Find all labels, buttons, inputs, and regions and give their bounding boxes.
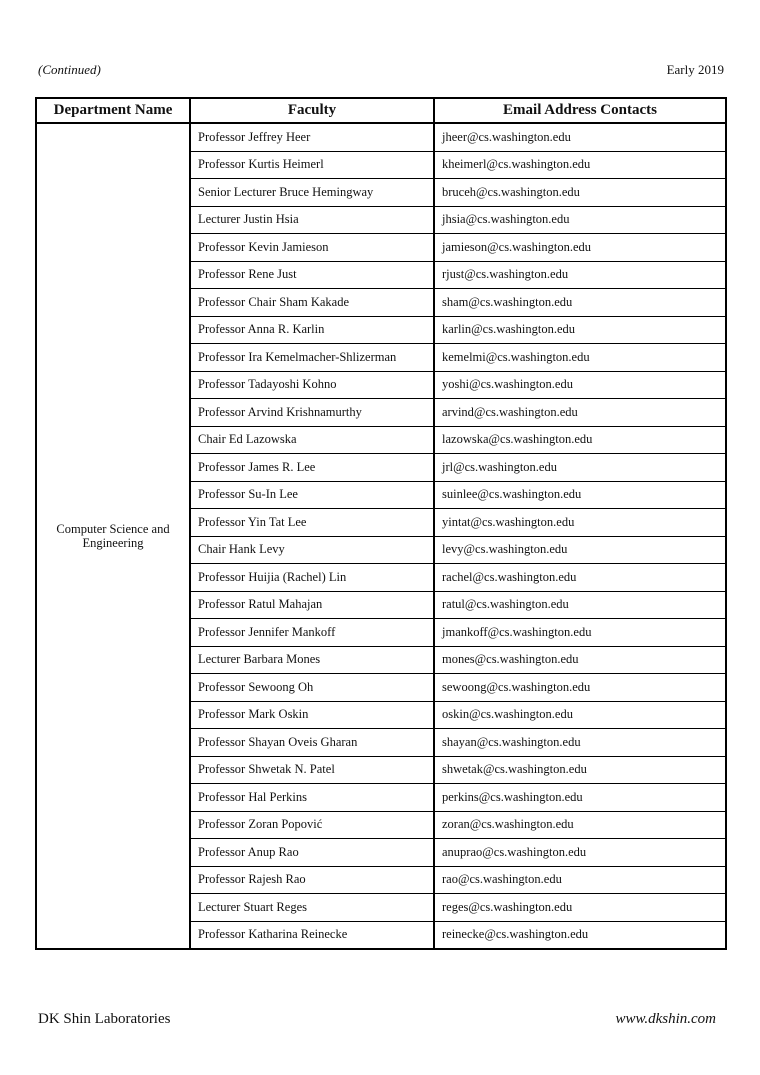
faculty-name-cell: Professor Katharina Reinecke (190, 921, 434, 949)
column-header-email: Email Address Contacts (434, 98, 726, 123)
email-address-cell: shayan@cs.washington.edu (434, 729, 726, 757)
faculty-name-cell: Professor Tadayoshi Kohno (190, 371, 434, 399)
email-address-cell: jheer@cs.washington.edu (434, 123, 726, 151)
faculty-name-cell: Professor Shwetak N. Patel (190, 756, 434, 784)
email-address-cell: ratul@cs.washington.edu (434, 591, 726, 619)
faculty-name-cell: Senior Lecturer Bruce Hemingway (190, 179, 434, 207)
table-row (36, 123, 726, 151)
email-address-cell: suinlee@cs.washington.edu (434, 481, 726, 509)
footer-company: DK Shin Laboratories (38, 1011, 171, 1027)
faculty-name-cell: Professor Anna R. Karlin (190, 316, 434, 344)
email-address-cell: rjust@cs.washington.edu (434, 261, 726, 289)
email-address-cell: kheimerl@cs.washington.edu (434, 151, 726, 179)
email-address-cell: reges@cs.washington.edu (434, 894, 726, 922)
faculty-name-cell: Professor Kurtis Heimerl (190, 151, 434, 179)
email-address-cell: karlin@cs.washington.edu (434, 316, 726, 344)
faculty-name-cell: Professor Jeffrey Heer (190, 123, 434, 151)
department-name-cell: Computer Science and Engineering (36, 123, 190, 949)
email-address-cell: lazowska@cs.washington.edu (434, 426, 726, 454)
table-body (36, 123, 726, 949)
email-address-cell: yoshi@cs.washington.edu (434, 371, 726, 399)
faculty-name-cell: Lecturer Barbara Mones (190, 646, 434, 674)
email-address-cell: yintat@cs.washington.edu (434, 509, 726, 537)
faculty-name-cell: Professor James R. Lee (190, 454, 434, 482)
email-address-cell: jhsia@cs.washington.edu (434, 206, 726, 234)
email-address-cell: rachel@cs.washington.edu (434, 564, 726, 592)
faculty-name-cell: Professor Zoran Popović (190, 811, 434, 839)
faculty-name-cell: Chair Hank Levy (190, 536, 434, 564)
faculty-name-cell: Professor Rajesh Rao (190, 866, 434, 894)
email-address-cell: arvind@cs.washington.edu (434, 399, 726, 427)
faculty-name-cell: Professor Arvind Krishnamurthy (190, 399, 434, 427)
email-address-cell: oskin@cs.washington.edu (434, 701, 726, 729)
email-address-cell: levy@cs.washington.edu (434, 536, 726, 564)
email-address-cell: shwetak@cs.washington.edu (434, 756, 726, 784)
faculty-name-cell: Professor Mark Oskin (190, 701, 434, 729)
faculty-name-cell: Professor Hal Perkins (190, 784, 434, 812)
faculty-name-cell: Professor Shayan Oveis Gharan (190, 729, 434, 757)
date-label: Early 2019 (666, 62, 724, 77)
email-address-cell: mones@cs.washington.edu (434, 646, 726, 674)
footer-website: www.dkshin.com (615, 1011, 716, 1027)
email-address-cell: perkins@cs.washington.edu (434, 784, 726, 812)
faculty-name-cell: Professor Chair Sham Kakade (190, 289, 434, 317)
email-address-cell: jamieson@cs.washington.edu (434, 234, 726, 262)
faculty-name-cell: Chair Ed Lazowska (190, 426, 434, 454)
faculty-name-cell: Professor Ira Kemelmacher-Shlizerman (190, 344, 434, 372)
email-address-cell: sham@cs.washington.edu (434, 289, 726, 317)
faculty-contacts-table (35, 97, 727, 950)
column-header-department: Department Name (36, 98, 190, 123)
faculty-name-cell: Professor Sewoong Oh (190, 674, 434, 702)
faculty-name-cell: Professor Huijia (Rachel) Lin (190, 564, 434, 592)
email-address-cell: kemelmi@cs.washington.edu (434, 344, 726, 372)
table-header-row (36, 98, 726, 123)
faculty-name-cell: Professor Kevin Jamieson (190, 234, 434, 262)
email-address-cell: jmankoff@cs.washington.edu (434, 619, 726, 647)
email-address-cell: anuprao@cs.washington.edu (434, 839, 726, 867)
email-address-cell: reinecke@cs.washington.edu (434, 921, 726, 949)
email-address-cell: rao@cs.washington.edu (434, 866, 726, 894)
column-header-faculty: Faculty (190, 98, 434, 123)
faculty-name-cell: Professor Rene Just (190, 261, 434, 289)
email-address-cell: bruceh@cs.washington.edu (434, 179, 726, 207)
faculty-name-cell: Professor Yin Tat Lee (190, 509, 434, 537)
faculty-name-cell: Professor Su-In Lee (190, 481, 434, 509)
faculty-name-cell: Lecturer Stuart Reges (190, 894, 434, 922)
faculty-name-cell: Professor Ratul Mahajan (190, 591, 434, 619)
email-address-cell: zoran@cs.washington.edu (434, 811, 726, 839)
faculty-name-cell: Professor Jennifer Mankoff (190, 619, 434, 647)
email-address-cell: sewoong@cs.washington.edu (434, 674, 726, 702)
faculty-name-cell: Lecturer Justin Hsia (190, 206, 434, 234)
continued-label: (Continued) (38, 62, 101, 77)
email-address-cell: jrl@cs.washington.edu (434, 454, 726, 482)
faculty-name-cell: Professor Anup Rao (190, 839, 434, 867)
